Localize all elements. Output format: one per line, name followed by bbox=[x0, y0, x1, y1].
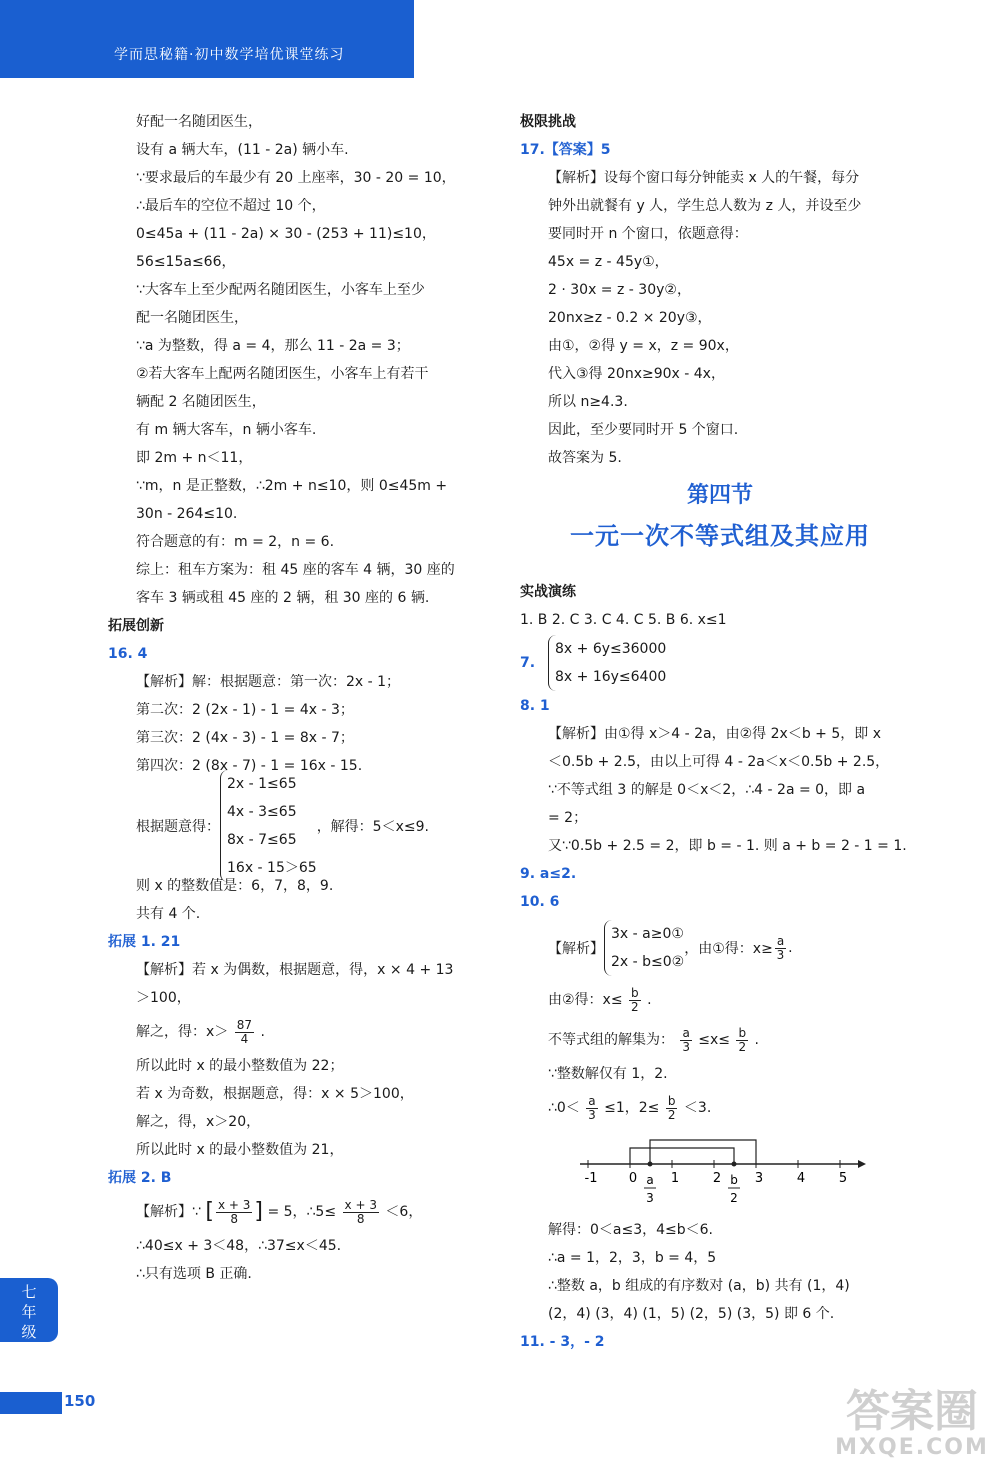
q10-frac-num: a bbox=[776, 933, 785, 948]
ext1-solve bbox=[108, 1012, 508, 1052]
q10c-frac2-num: b bbox=[738, 1025, 747, 1040]
right-lines-line: 45x = z - 45y①， bbox=[548, 254, 669, 270]
watermark-text: 答案圈 bbox=[846, 1386, 978, 1437]
ext2-post: ＜6， bbox=[385, 1204, 423, 1220]
q10c-frac1-den: 3 bbox=[682, 1039, 690, 1054]
right-lines-line: 代入③得 20nx≥90x - 4x， bbox=[548, 366, 725, 382]
practice-label: 实战演练 bbox=[520, 584, 576, 600]
range-bracket-b bbox=[650, 1140, 756, 1164]
q10c-frac2-den: 2 bbox=[738, 1039, 747, 1054]
watermark-url: MXQE.COM bbox=[835, 1435, 989, 1460]
q7-eq2: 8x + 16y≤6400 bbox=[555, 669, 667, 685]
q10b-post: . bbox=[647, 992, 652, 1008]
left-lines-line: 有 m 辆大客车，n 辆小客车. bbox=[136, 422, 317, 438]
left-lines3-line: 所以此时 x 的最小整数值为 21， bbox=[136, 1142, 344, 1158]
left-lines2-line: 共有 4 个. bbox=[136, 906, 201, 922]
number-line-tick-label: 2 bbox=[712, 1171, 722, 1186]
right-lines2-line: = 2； bbox=[548, 810, 588, 826]
q16-system-brace bbox=[220, 770, 317, 882]
left-lines3-line: 拓展 2. B bbox=[108, 1170, 172, 1186]
grade-char-2: 年 bbox=[21, 1303, 37, 1321]
q10e-frac2-den: 2 bbox=[667, 1107, 676, 1122]
q16-system bbox=[108, 776, 508, 876]
ext1-frac-num: 87 bbox=[236, 1017, 253, 1032]
left-lines-line: 【解析】解：根据题意：第一次：2x - 1； bbox=[136, 674, 401, 690]
right-lines-3 bbox=[520, 1216, 930, 1356]
section-number: 第四节 bbox=[686, 483, 753, 508]
q10-line-c bbox=[520, 1020, 930, 1060]
page-number-bar bbox=[0, 1392, 62, 1414]
ext2-frac2-num: x + 3 bbox=[344, 1197, 377, 1212]
ext2-frac2-den: 8 bbox=[356, 1211, 365, 1226]
left-lines-line: 第四次：2 (8x - 7) - 1 = 16x - 15. bbox=[136, 758, 363, 774]
right-lines2-line: ∵不等式组 3 的解是 0＜x＜2，∴4 - 2a = 0，即 a bbox=[548, 782, 866, 798]
right-column bbox=[520, 108, 930, 472]
q7-eq1: 8x + 6y≤36000 bbox=[555, 641, 667, 657]
q16-eq2: 4x - 3≤65 bbox=[227, 804, 297, 820]
q10-frac-den: 3 bbox=[776, 947, 785, 962]
grade-char-1: 七 bbox=[21, 1283, 37, 1301]
right-lines-line: 由①，②得 y = x，z = 90x， bbox=[548, 338, 739, 354]
header-title: 学而思秘籍·初中数学培优课堂练习 bbox=[114, 47, 345, 63]
left-lines2-line: 拓展 1. 21 bbox=[108, 934, 181, 950]
q10e-frac2-num: b bbox=[667, 1093, 676, 1108]
left-lines-line: ∴最后车的空位不超过 10 个， bbox=[136, 198, 326, 214]
ext2-fraction-1 bbox=[216, 1199, 252, 1226]
q16-system-prefix: 根据题意得： bbox=[136, 819, 220, 835]
right-lines-line: 所以 n≥4.3. bbox=[548, 394, 628, 410]
q10b-frac-num: b bbox=[631, 985, 639, 1000]
label-b-den: 2 bbox=[730, 1191, 738, 1205]
grade-side-tab bbox=[0, 1278, 58, 1342]
q7-number: 7. bbox=[520, 655, 536, 671]
right-lines3-line: (2，4) (3，4) (1，5) (2，5) (3，5) 即 6 个. bbox=[548, 1306, 835, 1322]
number-line-tick-label: 0 bbox=[628, 1171, 638, 1186]
ext2-explain: 【解析】∵ [ $\frac{x + 3}{8}$ ] = 5，∴5≤ $\frac{x + 3}{8}$ ＜6， bbox=[136, 1197, 423, 1226]
q16-system-suffix: ，解得：5＜x≤9. bbox=[316, 819, 429, 835]
q10-system bbox=[520, 916, 930, 980]
right-lines2-line: 8. 1 bbox=[520, 698, 550, 714]
left-lines-line: 客车 3 辆或租 45 座的 2 辆，租 30 座的 6 辆. bbox=[136, 590, 430, 606]
left-lines2-line: 则 x 的整数值是：6，7，8，9. bbox=[136, 878, 334, 894]
left-lines-line: 30n - 264≤10. bbox=[136, 506, 238, 522]
left-lines-line: ∵m，n 是正整数，∴2m + n≤10，则 0≤45m + bbox=[136, 478, 448, 494]
q7 bbox=[520, 634, 930, 692]
right-lines-line: 20nx≥z - 0.2 × 20y③， bbox=[548, 310, 712, 326]
q10e-mid: ≤1，2≤ bbox=[604, 1100, 660, 1116]
left-lines-line: 符合题意的有：m = 2，n = 6. bbox=[136, 534, 335, 550]
left-lines-line: ②若大客车上配两名随团医生，小客车上有若干 bbox=[136, 366, 429, 382]
right-column-2 bbox=[520, 578, 930, 1356]
right-lines-line: 故答案为 5. bbox=[548, 450, 622, 466]
left-lines bbox=[108, 108, 508, 780]
right-lines-line: 因此，至少要同时开 5 个窗口. bbox=[548, 422, 739, 438]
left-lines-line: ∵a 为整数，得 a = 4，那么 11 - 2a = 3； bbox=[136, 338, 410, 354]
q10c-pre: 不等式组的解集为： bbox=[548, 1032, 674, 1048]
left-lines-2 bbox=[108, 872, 508, 1012]
left-lines-line: 设有 a 辆大车，(11 - 2a) 辆小车. bbox=[136, 142, 349, 158]
left-lines4-line: ∴只有选项 B 正确. bbox=[136, 1266, 252, 1282]
number-line-tick-label: 1 bbox=[670, 1171, 680, 1186]
ext2-pre: 【解析】∵ bbox=[136, 1204, 201, 1220]
right-lines-line: 17.【答案】5 bbox=[520, 142, 611, 158]
left-lines-line: 拓展创新 bbox=[108, 618, 164, 634]
right-lines-line: 2 · 30x = z - 30y②， bbox=[548, 282, 691, 298]
right-lines-line: 钟外出就餐有 y 人，学生总人数为 z 人，并设至少 bbox=[548, 198, 862, 214]
q10c-mid: ≤x≤ bbox=[698, 1032, 731, 1048]
right-lines bbox=[520, 108, 930, 472]
answers-1-6: 1. B 2. C 3. C 4. C 5. B 6. x≤1 bbox=[520, 612, 727, 628]
left-lines-line: 辆配 2 名随团医生， bbox=[136, 394, 266, 410]
q10-line-d: ∵整数解仅有 1，2. bbox=[548, 1066, 668, 1082]
q10-line-b bbox=[520, 980, 930, 1020]
left-lines3-line: 若 x 为奇数，根据题意，得：x × 5＞100， bbox=[136, 1086, 414, 1102]
label-b-num: b bbox=[730, 1173, 738, 1187]
left-lines-line: 即 2m + n＜11， bbox=[136, 450, 253, 466]
right-lines-line: 【解析】设每个窗口每分钟能卖 x 人的午餐，每分 bbox=[548, 170, 860, 186]
right-lines2-line: ＜0.5b + 2.5，由以上可得 4 - 2a＜x＜0.5b + 2.5， bbox=[548, 754, 890, 770]
q10b-pre: 由②得：x≤ bbox=[548, 992, 623, 1008]
q7-system bbox=[548, 635, 666, 691]
q10b-frac-den: 2 bbox=[631, 999, 639, 1014]
q10-line-e bbox=[520, 1088, 930, 1128]
q10b-frac bbox=[629, 987, 641, 1014]
range-bracket-a bbox=[630, 1148, 734, 1164]
q10e-pre: ∴0＜ bbox=[548, 1100, 580, 1116]
left-lines3-line: 解之，得，x＞20， bbox=[136, 1114, 261, 1130]
right-lines-line: 要同时开 n 个窗口，依题意得： bbox=[548, 226, 748, 242]
number-line-tick-label: 4 bbox=[796, 1171, 806, 1186]
watermark bbox=[832, 1386, 992, 1470]
q10e-frac1-num: a bbox=[588, 1093, 596, 1108]
q10c-frac-1 bbox=[680, 1027, 691, 1054]
ext2-fraction-2 bbox=[343, 1199, 379, 1226]
point-b-over-2 bbox=[732, 1162, 737, 1167]
q10-post: . bbox=[788, 940, 793, 956]
q10-system-brace bbox=[604, 920, 684, 976]
ext2-frac1-den: 8 bbox=[230, 1211, 238, 1226]
left-lines-line: 0≤45a + (11 - 2a) × 30 - (253 + 11)≤10， bbox=[136, 226, 436, 242]
right-lines-line: 极限挑战 bbox=[520, 114, 576, 130]
q16-eq1: 2x - 1≤65 bbox=[227, 776, 297, 792]
left-lines-line: ∵要求最后的车最少有 20 上座率，30 - 20 = 10， bbox=[136, 170, 456, 186]
q10-eq2: 2x - b≤0② bbox=[611, 954, 685, 970]
page-number: 150 bbox=[64, 1392, 96, 1410]
right-lines2-line: 9. a≤2. bbox=[520, 866, 577, 882]
right-lines3-line: 解得：0＜a≤3，4≤b＜6. bbox=[548, 1222, 714, 1238]
left-lines-line: 配一名随团医生， bbox=[136, 310, 248, 326]
number-line bbox=[570, 1134, 870, 1216]
q10e-frac1-den: 3 bbox=[588, 1107, 596, 1122]
right-lines2-line: 又∵0.5b + 2.5 = 2，即 b = - 1. 则 a + b = 2 - 1 = 1. bbox=[548, 838, 907, 854]
ext1-fraction bbox=[235, 1019, 254, 1046]
number-line-tick-label: -1 bbox=[584, 1171, 598, 1186]
right-lines3-line: ∴a = 1，2，3，b = 4，5 bbox=[548, 1250, 717, 1266]
ext1-solve-post: . bbox=[260, 1024, 265, 1040]
ext1-solve-pre: 解之，得：x＞ bbox=[136, 1024, 229, 1040]
label-a-num: a bbox=[646, 1173, 654, 1187]
left-lines-line: 第二次：2 (2x - 1) - 1 = 4x - 3； bbox=[136, 702, 354, 718]
q16-eq3: 8x - 7≤65 bbox=[227, 832, 297, 848]
left-lines-line: 好配一名随团医生， bbox=[136, 114, 262, 130]
right-lines2-line: 【解析】由①得 x＞4 - 2a，由②得 2x＜b + 5，即 x bbox=[548, 726, 881, 742]
left-lines4-line: ∴40≤x + 3＜48，∴37≤x＜45. bbox=[136, 1238, 342, 1254]
q10c-post: . bbox=[754, 1032, 759, 1048]
left-lines-3 bbox=[108, 1052, 508, 1192]
q10e-frac-1 bbox=[586, 1095, 597, 1122]
left-lines-4 bbox=[108, 1232, 508, 1288]
left-lines2-line: ＞100， bbox=[136, 990, 191, 1006]
q10c-frac-2 bbox=[736, 1027, 748, 1054]
left-lines-line: 第三次：2 (4x - 3) - 1 = 8x - 7； bbox=[136, 730, 354, 746]
q16-eq4: 16x - 15＞65 bbox=[227, 860, 317, 876]
q10c-frac1-num: a bbox=[682, 1025, 690, 1040]
right-lines-2 bbox=[520, 692, 930, 916]
left-lines-line: 综上：租车方案为：租 45 座的客车 4 辆，30 座的 bbox=[136, 562, 455, 578]
left-lines-line: 56≤15a≤66， bbox=[136, 254, 236, 270]
left-lines3-line: 所以此时 x 的最小整数值为 22； bbox=[136, 1058, 344, 1074]
number-line-tick-label: 3 bbox=[754, 1171, 764, 1186]
number-line-arrow bbox=[858, 1160, 866, 1168]
section-title: 一元一次不等式组及其应用 bbox=[570, 522, 870, 550]
left-lines-line: ∵大客车上至少配两名随团医生，小客车上至少 bbox=[136, 282, 425, 298]
q10-mid: ，由①得：x≥ bbox=[684, 941, 773, 957]
q10-prefix: 【解析】 bbox=[548, 941, 604, 957]
point-a-over-3 bbox=[648, 1162, 653, 1167]
q10-frac bbox=[775, 935, 786, 962]
ext2-mid: = 5，∴5≤ bbox=[267, 1204, 337, 1220]
right-lines3-line: 11. - 3，- 2 bbox=[520, 1334, 605, 1350]
q10e-frac-2 bbox=[666, 1095, 678, 1122]
header-bar bbox=[0, 0, 414, 78]
ext2-frac1-num: x + 3 bbox=[217, 1197, 251, 1212]
grade-char-3: 级 bbox=[21, 1323, 37, 1341]
right-lines2-line: 10. 6 bbox=[520, 894, 560, 910]
ext1-frac-den: 4 bbox=[240, 1031, 249, 1046]
q10-eq1: 3x - a≥0① bbox=[611, 926, 684, 942]
right-lines3-line: ∴整数 a，b 组成的有序数对 (a，b) 共有 (1，4) bbox=[548, 1278, 850, 1294]
left-lines-line: 16. 4 bbox=[108, 646, 148, 662]
label-a-den: 3 bbox=[646, 1191, 654, 1205]
q10e-post: ＜3. bbox=[683, 1100, 712, 1116]
left-lines2-line: 【解析】若 x 为偶数，根据题意，得，x × 4 + 13 bbox=[136, 962, 454, 978]
number-line-tick-label: 5 bbox=[838, 1171, 848, 1186]
left-column bbox=[108, 108, 508, 1288]
